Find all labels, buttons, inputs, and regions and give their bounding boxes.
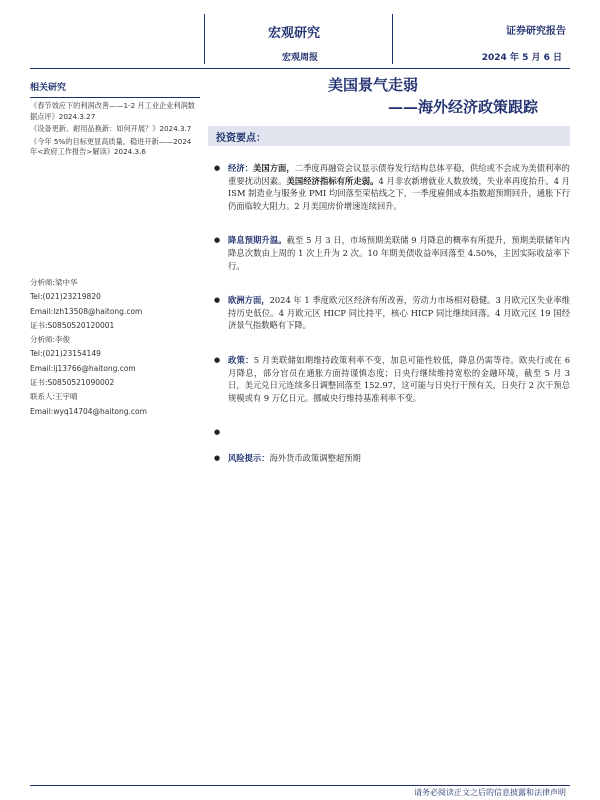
header-divider-left xyxy=(204,14,205,64)
bullet-europe xyxy=(214,294,570,332)
report-subcategory: 宏观周报 xyxy=(282,53,319,63)
bullet-bold: 美国经济指标有所走弱。 xyxy=(286,175,379,186)
related-research xyxy=(30,80,200,160)
report-type: 证券研究报告 xyxy=(506,26,566,37)
bullet-key: 降息预期升温。 xyxy=(228,235,287,246)
analyst-email[interactable]: Email:lzh13508@haitong.com xyxy=(30,307,143,316)
related-heading: 相关研究 xyxy=(30,83,67,93)
bullet-lead: 美国方面， xyxy=(253,163,295,173)
bullet-key: 风险提示： xyxy=(228,453,270,464)
analyst-name: 分析师:李俊 xyxy=(30,335,71,344)
header-rule xyxy=(30,68,570,69)
footer-rule xyxy=(30,785,570,786)
analyst-tel: Tel:(021)23219820 xyxy=(30,292,101,301)
analyst-email[interactable]: Email:lj13766@haitong.com xyxy=(30,364,136,373)
analyst-name: 分析师:梁中华 xyxy=(30,278,78,287)
footer-disclaimer: 请务必阅读正文之后的信息披露和法律声明 xyxy=(414,788,566,797)
contact-email[interactable]: Email:wyq14704@haitong.com xyxy=(30,407,147,416)
analyst-cert: 证书:S0850521090002 xyxy=(30,378,115,387)
bullet-risk xyxy=(214,452,570,465)
key-points-label: 投资要点： xyxy=(216,133,266,144)
related-item[interactable]: 《设备更新、耐用品换新：如何开展？》2024.3.7 xyxy=(30,124,192,133)
analyst-tel: Tel:(021)23154149 xyxy=(30,349,101,358)
report-subtitle: ——海外经济政策跟踪 xyxy=(388,98,539,116)
bullet-economy xyxy=(214,162,570,212)
bullet-rate-cut xyxy=(214,234,570,272)
report-date: 2024 年 5 月 6 日 xyxy=(481,53,562,63)
report-title: 美国景气走弱 xyxy=(328,76,419,94)
key-points-list xyxy=(214,162,570,465)
bullet-text: 截至 5 月 3 日，市场预期美联储 9 月降息的概率有所提升，预期美联储年内降息次数由上周的 1 次上升为 2 次。10 年期美债收益率回落至 4.50%，主因实际收益率下行。 xyxy=(228,235,570,271)
bullet-text: 5 月美联储如期维持政策利率不变，加息可能性较低，降息仍需等待。欧央行或在 6 月降息，部分官员在通胀方面持谨慎态度；日央行继续维持宽松的金融环境，截至 5 月 3 日，美元兑日元连续多日调整回落至 152.97，这可能与日央行干预有关，日央行 2 次干预总规模或有 9 万亿日元。挪威央行维持基准利率不变。 xyxy=(228,354,570,403)
analyst-cert: 证书:S0850520120001 xyxy=(30,321,115,330)
bullet-key: 经济： xyxy=(228,163,254,173)
bullet-empty xyxy=(214,426,570,438)
related-rule xyxy=(30,97,200,98)
report-category: 宏观研究 xyxy=(268,26,321,41)
related-item[interactable]: 《春节效应下的利润改善——1-2 月工业企业利润数据点评》2024.3.27 xyxy=(30,101,195,121)
bullet-text: 2024 年 1 季度欧元区经济有所改善，劳动力市场相对稳健。3 月欧元区失业率维持历史低位。4 月欧元区 HICP 同比持平，核心 HICP 同比继续回落。4 月欧元区 19 国经济景气指数略有下降。 xyxy=(228,295,570,331)
analyst-block xyxy=(30,278,200,417)
contact-name: 联系人:王宇晴 xyxy=(30,392,78,401)
bullet-key: 欧洲方面， xyxy=(228,295,270,306)
header-divider-right xyxy=(392,14,393,64)
bullet-text: 海外货币政策调整超预期 xyxy=(269,453,361,464)
bullet-key: 政策： xyxy=(228,354,254,365)
bullet-policy xyxy=(214,354,570,404)
bullet-text: 二季度再融资会议显示债券发行结构总体平稳，供给或不会成为美债利率的重要扰动因素。 xyxy=(228,163,570,186)
bullet-rest: 4 月非农新增就业人数放缓，失业率再度抬升。4 月 ISM 制造业与服务业 PMI 均回落至荣枯线之下，一季度雇佣成本指数超预期回升，通胀下行仍面临较大阻力。2 月美国房价增速连续回升。 xyxy=(228,175,570,211)
related-item[interactable]: 《今年 5%的目标更显高质量，稳进开新——2024 年<政府工作报告>解读》2024.3.6 xyxy=(30,136,192,156)
